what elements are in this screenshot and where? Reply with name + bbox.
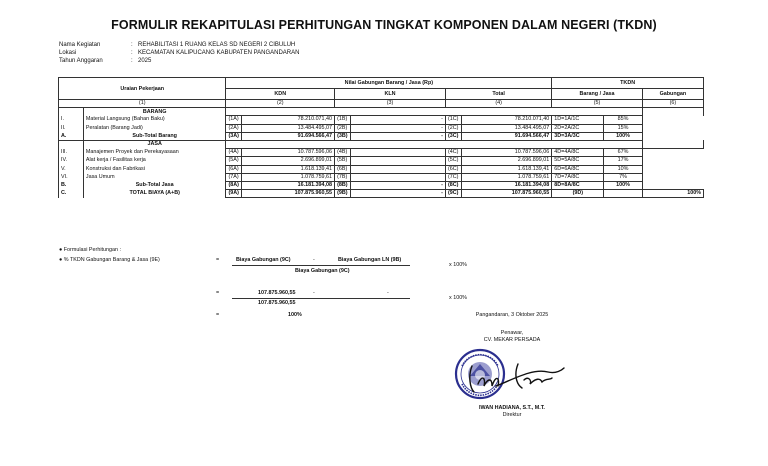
row-number: V.	[59, 165, 84, 173]
total-code: (4C)	[445, 149, 461, 157]
col-number: (6)	[642, 100, 703, 108]
tkdn-formula: 4D=4A/8C	[552, 149, 604, 157]
total-code: (8C)	[445, 181, 461, 189]
kln-code: (5B)	[335, 157, 351, 165]
kln-code: (2B)	[335, 124, 351, 132]
meta-value-tahun: 2025	[138, 58, 152, 64]
kln-code: (6B)	[335, 165, 351, 173]
kln-value	[350, 149, 445, 157]
total-value: 10.787.596,06	[461, 149, 552, 157]
total-value: 1.618.139,41	[461, 165, 552, 173]
row-number: IV.	[59, 157, 84, 165]
kdn-value: 2.696.899,01	[242, 157, 335, 165]
row-number: A.	[59, 132, 84, 140]
row-number: B.	[59, 181, 84, 189]
total-code: (7C)	[445, 173, 461, 181]
kln-value: -	[350, 132, 445, 140]
total-value: 78.210.071,40	[461, 116, 552, 124]
total-value: 16.181.394,08	[461, 181, 552, 189]
meta-sep: :	[131, 42, 133, 48]
total-code: (9C)	[445, 190, 461, 198]
total-value: 91.694.566,47	[461, 132, 552, 140]
kdn-value: 13.484.495,07	[242, 124, 335, 132]
row-name: Alat kerja / Fasilitas kerja	[83, 157, 226, 165]
kdn-code: (9A)	[226, 190, 242, 198]
row-name: Peralatan (Barang Jadi)	[83, 124, 226, 132]
formula-value-b: -	[387, 290, 389, 296]
kdn-code: (2A)	[226, 124, 242, 132]
row-name: Sub-Total Jasa	[83, 181, 226, 189]
formula-value-a: 107.875.960,55	[258, 290, 296, 296]
tkdn-percent: 15%	[604, 124, 642, 132]
row-number: II.	[59, 124, 84, 132]
row-name: Sub-Total Barang	[83, 132, 226, 140]
kln-value: -	[350, 181, 445, 189]
row-number: VI.	[59, 173, 84, 181]
row-name: TOTAL BIAYA (A+B)	[83, 190, 226, 198]
section-barang: BARANG	[83, 108, 226, 116]
signer-role: Penawar,	[500, 330, 524, 336]
formula-label: % TKDN Gabungan Barang & Jasa (9E)	[63, 257, 160, 263]
kln-code: (8B)	[335, 181, 351, 189]
formula-eq: =	[216, 312, 220, 318]
kln-value: -	[350, 116, 445, 124]
total-value: 1.078.759,61	[461, 173, 552, 181]
row-name: Manajemen Proyek dan Perekayasaan	[83, 149, 226, 157]
kln-value	[350, 157, 445, 165]
header-kln: KLN	[335, 89, 446, 100]
bullet-icon: ●	[59, 247, 63, 253]
formula-result: 100%	[288, 312, 302, 318]
tkdn-percent: 67%	[604, 149, 642, 157]
tkdn-formula: 1D=1A/1C	[552, 116, 604, 124]
kdn-code: (8A)	[226, 181, 242, 189]
fraction-line	[232, 265, 410, 266]
formula-value-den: 107.875.960,55	[258, 300, 296, 306]
meta-value-nama-kegiatan: REHABILITASI 1 RUANG KELAS SD NEGERI 2 CIBULUH	[138, 42, 296, 48]
meta-sep: :	[131, 50, 133, 56]
kdn-value: 107.875.960,55	[242, 190, 335, 198]
total-value: 13.484.495,07	[461, 124, 552, 132]
formula-eq: =	[216, 257, 220, 263]
kdn-code: (4A)	[226, 149, 242, 157]
tkdn-percent: 100%	[604, 181, 642, 189]
formula-times: x 100%	[449, 295, 467, 301]
total-code: (6C)	[445, 165, 461, 173]
signer-company: CV. MEKAR PERSADA	[483, 337, 541, 343]
kdn-value: 16.181.394,08	[242, 181, 335, 189]
meta-value-lokasi: KECAMATAN KALIPUCANG KABUPATEN PANGANDARAN	[138, 50, 300, 56]
kdn-value: 10.787.596,06	[242, 149, 335, 157]
kdn-code: (6A)	[226, 165, 242, 173]
tkdn-percent: 7%	[604, 173, 642, 181]
tkdn-formula: 5D=5A/8C	[552, 157, 604, 165]
col-number: (1)	[59, 100, 226, 108]
form-title: FORMULIR REKAPITULASI PERHITUNGAN TINGKAT KOMPONEN DALAM NEGERI (TKDN)	[111, 18, 657, 32]
row-name: Jasa Umum	[83, 173, 226, 181]
kln-value: -	[350, 190, 445, 198]
tkdn-formula: 7D=7A/8C	[552, 173, 604, 181]
company-stamp	[456, 350, 504, 398]
header-barang-jasa: Barang / Jasa	[552, 89, 643, 100]
kln-code: (7B)	[335, 173, 351, 181]
kln-code: (1B)	[335, 116, 351, 124]
kdn-value: 78.210.071,40	[242, 116, 335, 124]
total-code: (3C)	[445, 132, 461, 140]
col-number: (5)	[552, 100, 643, 108]
tkdn-formula: 6D=6A/8C	[552, 165, 604, 173]
tkdn-gabungan: 100%	[642, 190, 703, 198]
bullet-icon: ●	[59, 257, 63, 263]
formula-minus: -	[313, 257, 315, 263]
row-number: C.	[59, 190, 84, 198]
total-value: 2.696.899,01	[461, 157, 552, 165]
place-date: Pangandaran, 3 Oktober 2025	[475, 312, 549, 318]
col-number: (2)	[226, 100, 335, 108]
kln-value	[350, 165, 445, 173]
tkdn-formula: 2D=2A/2C	[552, 124, 604, 132]
meta-label-nama-kegiatan: Nama Kegiatan	[59, 42, 101, 48]
formula-label-line	[59, 257, 160, 263]
company-stamp-signature	[452, 344, 572, 404]
table-row	[59, 165, 704, 173]
fraction-line	[232, 298, 410, 299]
section-jasa: JASA	[83, 140, 226, 148]
kln-value: -	[350, 124, 445, 132]
row-name: Material Langsung (Bahan Baku)	[83, 116, 226, 124]
kdn-value: 91.694.566,47	[242, 132, 335, 140]
header-gabungan: Gabungan	[642, 89, 703, 100]
meta-label-tahun: Tahun Anggaran	[59, 58, 103, 64]
formula-numerator-b: Biaya Gabungan LN (9B)	[338, 257, 402, 263]
meta-sep: :	[131, 58, 133, 64]
signer-name: IWAN HADIANA, S.T., M.T.	[479, 405, 545, 411]
subtotal-row	[59, 181, 704, 189]
tkdn-table	[58, 77, 704, 198]
table-row	[59, 149, 704, 157]
tkdn-percent	[604, 190, 642, 198]
row-number: III.	[59, 149, 84, 157]
formula-times: x 100%	[449, 262, 467, 268]
row-name: Konstruksi dan Fabrikasi	[83, 165, 226, 173]
header-uraian: Uraian Pekerjaan	[59, 78, 226, 100]
signer-title: Direktur	[502, 412, 522, 418]
tkdn-formula: (9D)	[552, 190, 604, 198]
formula-eq: =	[216, 290, 220, 296]
header-total: Total	[445, 89, 551, 100]
table-row	[59, 124, 704, 132]
meta-label-lokasi: Lokasi	[59, 50, 77, 56]
total-value: 107.875.960,55	[461, 190, 552, 198]
kdn-value: 1.618.139,41	[242, 165, 335, 173]
header-kdn: KDN	[226, 89, 335, 100]
kln-value	[350, 173, 445, 181]
kln-code: (3B)	[335, 132, 351, 140]
header-tkdn: TKDN	[552, 78, 704, 89]
col-number: (3)	[335, 100, 446, 108]
total-code: (2C)	[445, 124, 461, 132]
kdn-code: (3A)	[226, 132, 242, 140]
col-number: (4)	[445, 100, 551, 108]
kln-code: (4B)	[335, 149, 351, 157]
tkdn-percent: 17%	[604, 157, 642, 165]
tkdn-percent: 10%	[604, 165, 642, 173]
tkdn-formula: 8D=8A/8C	[552, 181, 604, 189]
kdn-value: 1.078.759,61	[242, 173, 335, 181]
formula-heading-line	[59, 247, 121, 253]
row-number: I.	[59, 116, 84, 124]
subtotal-row	[59, 132, 704, 140]
table-row	[59, 116, 704, 124]
tkdn-percent: 85%	[604, 116, 642, 124]
tkdn-formula: 3D=3A/3C	[552, 132, 604, 140]
total-code: (1C)	[445, 116, 461, 124]
kdn-code: (7A)	[226, 173, 242, 181]
formula-denominator: Biaya Gabungan (9C)	[295, 268, 350, 274]
header-nilai-gabungan: Nilai Gabungan Barang / Jasa (Rp)	[226, 78, 552, 89]
tkdn-percent: 100%	[604, 132, 642, 140]
total-code: (5C)	[445, 157, 461, 165]
kln-code: (9B)	[335, 190, 351, 198]
table-row	[59, 173, 704, 181]
formula-value-minus: -	[313, 290, 315, 296]
kdn-code: (1A)	[226, 116, 242, 124]
formula-heading: Formulasi Perhitungan :	[63, 247, 121, 253]
table-row	[59, 157, 704, 165]
formula-numerator-a: Biaya Gabungan (9C)	[236, 257, 291, 263]
subtotal-row	[59, 190, 704, 198]
kdn-code: (5A)	[226, 157, 242, 165]
